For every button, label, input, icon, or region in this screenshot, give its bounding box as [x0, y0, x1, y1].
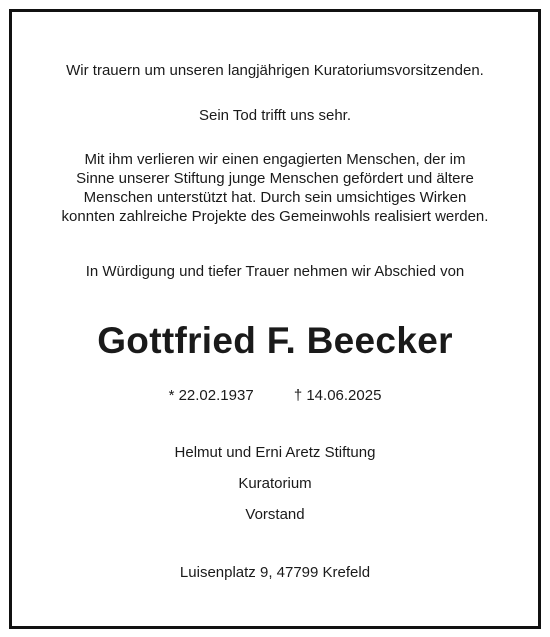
intro-text: Wir trauern um unseren langjährigen Kuratoriumsvorsitzenden. — [66, 62, 484, 79]
birth-date: * 22.02.1937 — [168, 387, 254, 404]
tribute-line: konnten zahlreiche Projekte des Gemeinwohls realisiert werden. — [61, 208, 489, 225]
tribute-paragraph — [0, 150, 550, 226]
death-date: † 14.06.2025 — [293, 387, 382, 404]
life-dates — [0, 386, 550, 405]
organization-name: Helmut und Erni Aretz Stiftung — [174, 444, 376, 461]
deceased-name: Gottfried F. Beecker — [97, 320, 453, 361]
signatory-vorstand: Vorstand — [245, 506, 305, 523]
sorrow-text: Sein Tod trifft uns sehr. — [198, 107, 352, 124]
signatory-kuratorium: Kuratorium — [238, 475, 312, 492]
tribute-line: Mit ihm verlieren wir einen engagierten Menschen, der im — [84, 151, 466, 168]
organization-address: Luisenplatz 9, 47799 Krefeld — [179, 564, 371, 581]
tribute-line: Sinne unserer Stiftung junge Menschen gefördert und ältere — [76, 170, 474, 187]
tribute-line: Menschen unterstützt hat. Durch sein umsichtiges Wirken — [83, 189, 467, 206]
farewell-text: In Würdigung und tiefer Trauer nehmen wir Abschied von — [85, 263, 465, 280]
